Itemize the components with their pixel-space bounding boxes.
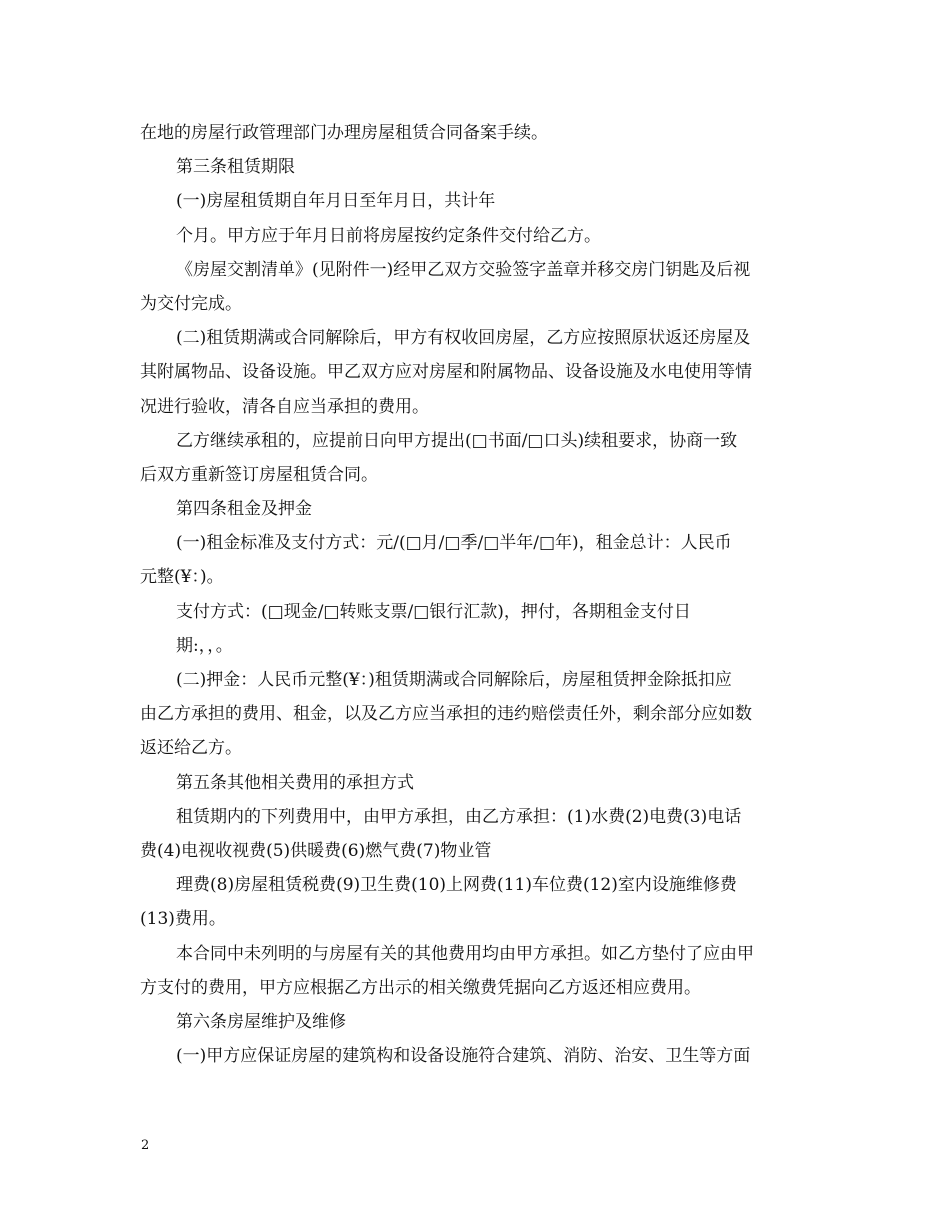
text-line: 方支付的费用，甲方应根据乙方出示的相关缴费凭据向乙方返还相应费用。: [140, 977, 701, 998]
text-line: (一)房屋租赁期自年月日至年月日，共计年: [176, 191, 496, 212]
text-line: 费(4)电视收视费(5)供暖费(6)燃气费(7)物业管: [140, 840, 492, 861]
text-line: 第六条房屋维护及维修: [176, 1011, 346, 1032]
text-line: 理费(8)房屋租赁税费(9)卫生费(10)上网费(11)车位费(12)室内设施维修费: [176, 875, 737, 896]
text-line: 其附属物品、设备设施。甲乙双方应对房屋和附属物品、设备设施及水电使用等情: [140, 362, 752, 383]
text-line: 在地的房屋行政管理部门办理房屋租赁合同备案手续。: [140, 123, 548, 143]
text-line: (一)租金标准及支付方式：元/(□月/□季/□半年/□年)，租金总计：人民币: [176, 533, 732, 554]
text-line: 后双方重新签订房屋租赁合同。: [140, 464, 378, 485]
text-line: 个月。甲方应于年月日前将房屋按约定条件交付给乙方。: [176, 225, 601, 246]
text-line: 租赁期内的下列费用中，由甲方承担，由乙方承担：(1)水费(2)电费(3)电话: [176, 806, 742, 827]
text-line: 元整(¥：)。: [140, 567, 224, 588]
text-line: 本合同中未列明的与房屋有关的其他费用均由甲方承担。如乙方垫付了应由甲: [176, 943, 754, 964]
text-line: 由乙方承担的费用、租金，以及乙方应当承担的违约赔偿责任外，剩余部分应如数: [140, 704, 752, 725]
text-line: 况进行验收，清各自应当承担的费用。: [140, 396, 429, 417]
text-line: (二)押金：人民币元整(¥：)租赁期满或合同解除后，房屋租赁押金除抵扣应: [176, 670, 732, 690]
text-line: 《房屋交割清单》(见附件一)经甲乙双方交验签字盖章并移交房门钥匙及后视: [176, 259, 751, 280]
text-line: 第三条租赁期限: [176, 157, 295, 178]
text-line: 返还给乙方。: [140, 738, 242, 759]
text-line: 为交付完成。: [140, 293, 242, 314]
text-line: (13)费用。: [140, 909, 226, 930]
text-line: 期:，，。: [176, 635, 233, 656]
text-line: 支付方式：(□现金/□转账支票/□银行汇款)，押付，各期租金支付日: [176, 601, 691, 622]
text-line: (一)甲方应保证房屋的建筑构和设备设施符合建筑、消防、治安、卫生等方面: [176, 1046, 751, 1067]
text-line: (二)租赁期满或合同解除后，甲方有权收回房屋，乙方应按照原状返还房屋及: [176, 328, 751, 349]
text-line: 第四条租金及押金: [176, 499, 312, 520]
document-body: [140, 116, 815, 1073]
text-line: 第五条其他相关费用的承担方式: [176, 772, 414, 793]
page-number: 2: [141, 1138, 150, 1153]
text-line: 乙方继续承租的，应提前日向甲方提出(□书面/□口头)续租要求，协商一致: [176, 430, 738, 451]
